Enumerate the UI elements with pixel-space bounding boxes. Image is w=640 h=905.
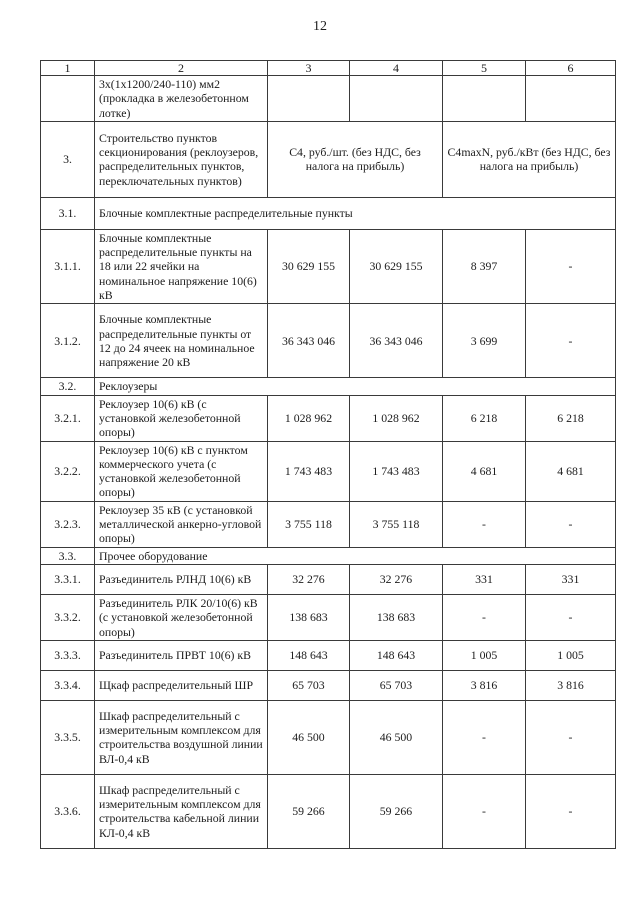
column-number: 4 bbox=[350, 61, 443, 76]
value-cell: 3 755 118 bbox=[268, 501, 350, 547]
value-cell: 65 703 bbox=[268, 670, 350, 700]
value-cell: - bbox=[526, 304, 616, 378]
table-row bbox=[41, 774, 616, 848]
value-cell: 1 028 962 bbox=[268, 395, 350, 441]
row-number: 3.1.1. bbox=[41, 229, 95, 303]
value-cell: 46 500 bbox=[268, 700, 350, 774]
table-row bbox=[41, 501, 616, 547]
value-cell: - bbox=[443, 594, 526, 640]
value-cell: 32 276 bbox=[350, 564, 443, 594]
section-title: Блочные комплектные распределительные пункты bbox=[95, 197, 616, 229]
column-number: 6 bbox=[526, 61, 616, 76]
row-name: Шкаф распределительный с измерительным комплексом для строительства воздушной линии ВЛ-0,4 кВ bbox=[95, 700, 268, 774]
value-cell: 8 397 bbox=[443, 229, 526, 303]
column-number: 3 bbox=[268, 61, 350, 76]
column-number: 1 bbox=[41, 61, 95, 76]
value-cell: 3 816 bbox=[526, 670, 616, 700]
row-name: Разъединитель РЛНД 10(6) кВ bbox=[95, 564, 268, 594]
row-name: Блочные комплектные распределительные пункты на 18 или 22 ячейки на номинальное напряжение 10(6) кВ bbox=[95, 229, 268, 303]
row-name: Реклоузер 10(6) кВ (с установкой железобетонной опоры) bbox=[95, 395, 268, 441]
value-cell: - bbox=[526, 774, 616, 848]
value-cell: 46 500 bbox=[350, 700, 443, 774]
row-number: 3.1.2. bbox=[41, 304, 95, 378]
value-cell: - bbox=[443, 774, 526, 848]
row-number: 3.3.5. bbox=[41, 700, 95, 774]
value-cell: 331 bbox=[443, 564, 526, 594]
value-cell: 30 629 155 bbox=[350, 229, 443, 303]
tariff-table bbox=[40, 60, 616, 849]
value-cell: 6 218 bbox=[443, 395, 526, 441]
row-name: Реклоузер 10(6) кВ с пунктом коммерческого учета (с установкой железобетонной опоры) bbox=[95, 441, 268, 501]
row-number: 3.3.3. bbox=[41, 640, 95, 670]
row-number: 3.2.1. bbox=[41, 395, 95, 441]
column-number: 2 bbox=[95, 61, 268, 76]
row-number: 3.2.2. bbox=[41, 441, 95, 501]
page-number: 12 bbox=[313, 19, 327, 34]
value-cell: 148 643 bbox=[350, 640, 443, 670]
row-name: Реклоузер 35 кВ (с установкой металлической анкерно-угловой опоры) bbox=[95, 501, 268, 547]
column-number-row bbox=[41, 61, 616, 76]
value-cell: 32 276 bbox=[268, 564, 350, 594]
table-row bbox=[41, 229, 616, 303]
row-number: 3.2.3. bbox=[41, 501, 95, 547]
row-name: 3х(1х1200/240-110) мм2 (прокладка в железобетонном лотке) bbox=[95, 76, 268, 122]
value-cell: 1 005 bbox=[526, 640, 616, 670]
row-number: 3.3.6. bbox=[41, 774, 95, 848]
section-title: Прочее оборудование bbox=[95, 547, 616, 564]
table-row bbox=[41, 640, 616, 670]
value-cell: 3 699 bbox=[443, 304, 526, 378]
row-number: 3.2. bbox=[41, 378, 95, 395]
continuation-row bbox=[41, 76, 616, 122]
value-cell: 3 816 bbox=[443, 670, 526, 700]
value-cell: 1 743 483 bbox=[350, 441, 443, 501]
row-name: Блочные комплектные распределительные пункты от 12 до 24 ячеек на номинальное напряжение 20 кВ bbox=[95, 304, 268, 378]
section-title: Реклоузеры bbox=[95, 378, 616, 395]
row-name: Разъединитель РЛК 20/10(6) кВ (с установкой железобетонной опоры) bbox=[95, 594, 268, 640]
value-cell: 59 266 bbox=[268, 774, 350, 848]
value-cell: 1 005 bbox=[443, 640, 526, 670]
row-number: 3.3.1. bbox=[41, 564, 95, 594]
row-number: 3.3.2. bbox=[41, 594, 95, 640]
table-row bbox=[41, 700, 616, 774]
c4-unit-header: С4, руб./шт. (без НДС, без налога на прибыль) bbox=[268, 121, 443, 197]
value-cell: 331 bbox=[526, 564, 616, 594]
value-cell: 59 266 bbox=[350, 774, 443, 848]
c4max-unit-header: C4maxN, руб./кВт (без НДС, без налога на прибыль) bbox=[443, 121, 616, 197]
row-name: Шкаф распределительный с измерительным комплексом для строительства кабельной линии КЛ-0,4 кВ bbox=[95, 774, 268, 848]
row-number: 3.3.4. bbox=[41, 670, 95, 700]
section-row-3-3 bbox=[41, 547, 616, 564]
table-row bbox=[41, 304, 616, 378]
value-cell: 1 028 962 bbox=[350, 395, 443, 441]
table-row bbox=[41, 594, 616, 640]
value-cell: 3 755 118 bbox=[350, 501, 443, 547]
value-cell: 4 681 bbox=[443, 441, 526, 501]
value-cell: - bbox=[443, 501, 526, 547]
row-name: Разъединитель ПРВТ 10(6) кВ bbox=[95, 640, 268, 670]
table-row bbox=[41, 670, 616, 700]
value-cell: 36 343 046 bbox=[350, 304, 443, 378]
value-cell: - bbox=[443, 700, 526, 774]
section-row-3-2 bbox=[41, 378, 616, 395]
value-cell: 138 683 bbox=[268, 594, 350, 640]
value-cell: 4 681 bbox=[526, 441, 616, 501]
value-cell: 1 743 483 bbox=[268, 441, 350, 501]
value-cell: - bbox=[526, 229, 616, 303]
table-row bbox=[41, 441, 616, 501]
value-cell: 138 683 bbox=[350, 594, 443, 640]
row-name: Щкаф распределительный ШР bbox=[95, 670, 268, 700]
value-cell: 36 343 046 bbox=[268, 304, 350, 378]
row-number: 3. bbox=[41, 121, 95, 197]
section-row-3-1 bbox=[41, 197, 616, 229]
table-row bbox=[41, 564, 616, 594]
table-row-3 bbox=[41, 121, 616, 197]
value-cell: 148 643 bbox=[268, 640, 350, 670]
value-cell: - bbox=[526, 700, 616, 774]
value-cell: 6 218 bbox=[526, 395, 616, 441]
value-cell: - bbox=[526, 594, 616, 640]
row-number: 3.1. bbox=[41, 197, 95, 229]
value-cell: 30 629 155 bbox=[268, 229, 350, 303]
value-cell: - bbox=[526, 501, 616, 547]
row-name: Строительство пунктов секционирования (реклоузеров, распределительных пунктов, переключательных пунктов) bbox=[95, 121, 268, 197]
column-number: 5 bbox=[443, 61, 526, 76]
table-row bbox=[41, 395, 616, 441]
row-number: 3.3. bbox=[41, 547, 95, 564]
value-cell: 65 703 bbox=[350, 670, 443, 700]
